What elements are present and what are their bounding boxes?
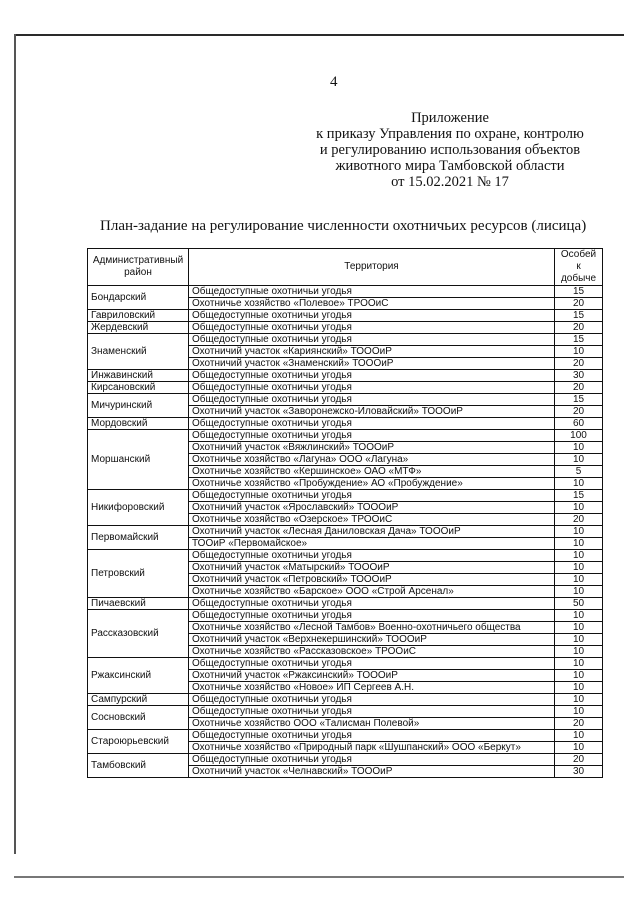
header-count: Особей к добыче — [555, 249, 603, 286]
territory-cell: Общедоступные охотничьи угодья — [189, 550, 555, 562]
header-district: Административный район — [88, 249, 189, 286]
count-cell: 20 — [555, 754, 603, 766]
count-cell: 20 — [555, 322, 603, 334]
table-row — [88, 394, 603, 406]
territory-cell: Охотничий участок «Ржаксинский» ТОООиР — [189, 670, 555, 682]
count-cell: 20 — [555, 382, 603, 394]
table-row — [88, 310, 603, 322]
territory-cell: Общедоступные охотничьи угодья — [189, 370, 555, 382]
count-cell: 10 — [555, 442, 603, 454]
order-date-number: от 15.02.2021 № 17 — [391, 174, 509, 190]
count-cell: 10 — [555, 622, 603, 634]
page-number: 4 — [330, 74, 338, 90]
table-row — [88, 322, 603, 334]
count-cell: 10 — [555, 574, 603, 586]
territory-cell: Охотничье хозяйство «Рассказовское» ТРООиС — [189, 646, 555, 658]
territory-cell: Охотничий участок «Знаменский» ТОООиР — [189, 358, 555, 370]
count-cell: 100 — [555, 430, 603, 442]
territory-cell: Общедоступные охотничьи угодья — [189, 310, 555, 322]
territory-cell: Общедоступные охотничьи угодья — [189, 754, 555, 766]
district-cell: Гавриловский — [88, 310, 189, 322]
table-row — [88, 490, 603, 502]
district-cell: Петровский — [88, 550, 189, 598]
district-cell: Кирсановский — [88, 382, 189, 394]
scan-edge-left — [14, 34, 16, 854]
district-cell: Рассказовский — [88, 610, 189, 658]
count-cell: 15 — [555, 286, 603, 298]
table-body — [88, 286, 603, 778]
district-cell: Знаменский — [88, 334, 189, 370]
scan-edge-bottom — [14, 876, 624, 878]
count-cell: 10 — [555, 706, 603, 718]
territory-cell: Охотничий участок «Вяжлинский» ТОООиР — [189, 442, 555, 454]
district-cell: Сампурский — [88, 694, 189, 706]
territory-cell: ТООиР «Первомайское» — [189, 538, 555, 550]
territory-cell: Общедоступные охотничьи угодья — [189, 598, 555, 610]
count-cell: 10 — [555, 610, 603, 622]
district-cell: Мичуринский — [88, 394, 189, 418]
territory-cell: Охотничье хозяйство «Кершинское» ОАО «МТФ» — [189, 466, 555, 478]
count-cell: 10 — [555, 454, 603, 466]
count-cell: 10 — [555, 646, 603, 658]
table-row — [88, 418, 603, 430]
appendix-line: животного мира Тамбовской области — [335, 158, 565, 174]
count-cell: 10 — [555, 538, 603, 550]
appendix-line: к приказу Управления по охране, контролю — [316, 126, 584, 142]
table-row — [88, 286, 603, 298]
count-cell: 20 — [555, 358, 603, 370]
territory-cell: Охотничий участок «Челнавский» ТОООиР — [189, 766, 555, 778]
count-cell: 15 — [555, 310, 603, 322]
table-row — [88, 334, 603, 346]
count-cell: 15 — [555, 394, 603, 406]
territory-cell: Общедоступные охотничьи угодья — [189, 322, 555, 334]
count-cell: 20 — [555, 718, 603, 730]
district-cell: Бондарский — [88, 286, 189, 310]
territory-cell: Общедоступные охотничьи угодья — [189, 334, 555, 346]
district-cell: Сосновский — [88, 706, 189, 730]
territory-cell: Охотничье хозяйство «Озерское» ТРООиС — [189, 514, 555, 526]
territory-cell: Охотничье хозяйство «Барское» ООО «Строй Арсенал» — [189, 586, 555, 598]
count-cell: 10 — [555, 730, 603, 742]
quota-table — [87, 248, 603, 778]
district-cell: Староюрьевский — [88, 730, 189, 754]
territory-cell: Охотничье хозяйство «Новое» ИП Сергеев А.Н. — [189, 682, 555, 694]
count-cell: 10 — [555, 550, 603, 562]
count-cell: 10 — [555, 670, 603, 682]
table-row — [88, 382, 603, 394]
count-cell: 10 — [555, 742, 603, 754]
territory-cell: Общедоступные охотничьи угодья — [189, 730, 555, 742]
territory-cell: Общедоступные охотничьи угодья — [189, 658, 555, 670]
appendix-line: и регулированию использования объектов — [319, 142, 581, 158]
territory-cell: Общедоступные охотничьи угодья — [189, 490, 555, 502]
count-cell: 10 — [555, 478, 603, 490]
count-cell: 10 — [555, 694, 603, 706]
count-cell: 20 — [555, 298, 603, 310]
count-cell: 10 — [555, 634, 603, 646]
territory-cell: Охотничий участок «Лесная Даниловская Дача» ТОООиР — [189, 526, 555, 538]
territory-cell: Общедоступные охотничьи угодья — [189, 418, 555, 430]
header-territory: Территория — [189, 249, 555, 286]
territory-cell: Охотничий участок «Заворонежско-Иловайский» ТОООиР — [189, 406, 555, 418]
table-row — [88, 610, 603, 622]
count-cell: 10 — [555, 682, 603, 694]
territory-cell: Охотничий участок «Верхнекершинский» ТОООиР — [189, 634, 555, 646]
table-header-row — [88, 249, 603, 286]
territory-cell: Общедоступные охотничьи угодья — [189, 430, 555, 442]
district-cell: Никифоровский — [88, 490, 189, 526]
district-cell: Пичаевский — [88, 598, 189, 610]
territory-cell: Общедоступные охотничьи угодья — [189, 706, 555, 718]
territory-cell: Общедоступные охотничьи угодья — [189, 286, 555, 298]
count-cell: 5 — [555, 466, 603, 478]
count-cell: 50 — [555, 598, 603, 610]
scan-edge-top — [14, 34, 624, 36]
territory-cell: Общедоступные охотничьи угодья — [189, 694, 555, 706]
count-cell: 15 — [555, 334, 603, 346]
territory-cell: Охотничье хозяйство «Лесной Тамбов» Военно-охотничьего общества — [189, 622, 555, 634]
appendix-header — [290, 110, 610, 190]
table-row — [88, 730, 603, 742]
table-row — [88, 370, 603, 382]
count-cell: 15 — [555, 490, 603, 502]
district-cell: Ржаксинский — [88, 658, 189, 694]
table-row — [88, 694, 603, 706]
count-cell: 10 — [555, 502, 603, 514]
territory-cell: Общедоступные охотничьи угодья — [189, 610, 555, 622]
table-row — [88, 550, 603, 562]
district-cell: Тамбовский — [88, 754, 189, 778]
count-cell: 10 — [555, 586, 603, 598]
count-cell: 10 — [555, 562, 603, 574]
count-cell: 20 — [555, 406, 603, 418]
appendix-title: Приложение — [411, 110, 489, 126]
territory-cell: Охотничье хозяйство «Лагуна» ООО «Лагуна» — [189, 454, 555, 466]
count-cell: 10 — [555, 526, 603, 538]
territory-cell: Общедоступные охотничьи угодья — [189, 382, 555, 394]
territory-cell: Охотничий участок «Кариянский» ТОООиР — [189, 346, 555, 358]
table-title: План-задание на регулирование численности охотничьих ресурсов (лисица) — [100, 218, 587, 234]
count-cell: 20 — [555, 514, 603, 526]
district-cell: Моршанский — [88, 430, 189, 490]
territory-cell: Охотничье хозяйство «Полевое» ТРООиС — [189, 298, 555, 310]
district-cell: Инжавинский — [88, 370, 189, 382]
count-cell: 10 — [555, 346, 603, 358]
table-row — [88, 706, 603, 718]
count-cell: 60 — [555, 418, 603, 430]
territory-cell: Охотничий участок «Петровский» ТОООиР — [189, 574, 555, 586]
territory-cell: Охотничье хозяйство «Природный парк «Шушпанский» ООО «Беркут» — [189, 742, 555, 754]
count-cell: 10 — [555, 658, 603, 670]
district-cell: Мордовский — [88, 418, 189, 430]
territory-cell: Охотничий участок «Ярославский» ТОООиР — [189, 502, 555, 514]
territory-cell: Общедоступные охотничьи угодья — [189, 394, 555, 406]
territory-cell: Охотничье хозяйство «Пробуждение» АО «Пробуждение» — [189, 478, 555, 490]
table-row — [88, 598, 603, 610]
district-cell: Жердевский — [88, 322, 189, 334]
table-row — [88, 754, 603, 766]
district-cell: Первомайский — [88, 526, 189, 550]
table-row — [88, 526, 603, 538]
count-cell: 30 — [555, 370, 603, 382]
count-cell: 30 — [555, 766, 603, 778]
table-row — [88, 658, 603, 670]
territory-cell: Охотничье хозяйство ООО «Талисман Полевой» — [189, 718, 555, 730]
table-row — [88, 430, 603, 442]
territory-cell: Охотничий участок «Матырский» ТОООиР — [189, 562, 555, 574]
